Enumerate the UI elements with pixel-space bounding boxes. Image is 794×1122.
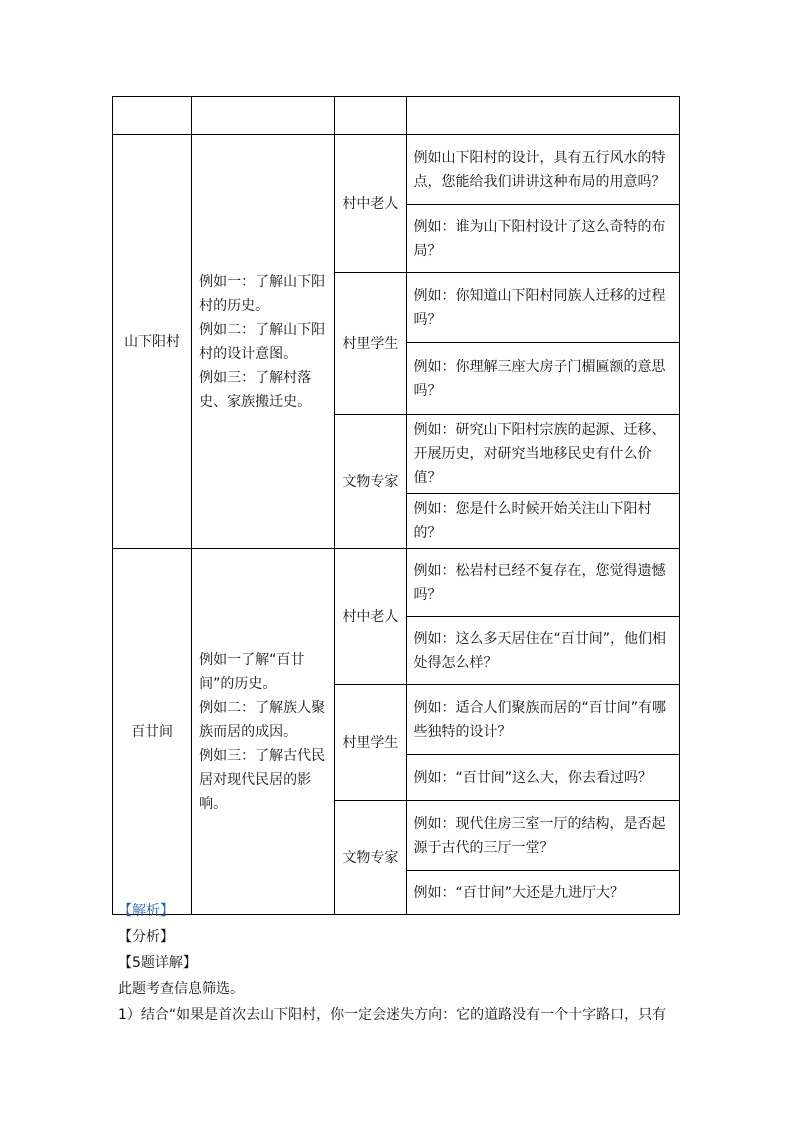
role-cell: 村中老人 <box>335 549 406 685</box>
question-cell: 例如：松岩村已经不复存在，您觉得遗憾吗？ <box>406 549 680 617</box>
aim-line: 例如三：了解古代民居对现代民居的影响。 <box>199 747 326 812</box>
place-cell: 山下阳村 <box>113 135 192 549</box>
place-cell: 百廿间 <box>113 549 192 915</box>
question-cell: 例如：这么多天居住在“百廿间”，他们相处得怎么样？ <box>406 617 680 685</box>
question-cell: 例如：谁为山下阳村设计了这么奇特的布局？ <box>406 205 680 273</box>
role-cell: 村中老人 <box>335 135 406 273</box>
aim-line: 例如一了解“百廿间”的历史。 <box>199 651 305 692</box>
header-cell-role <box>335 97 406 135</box>
table-row <box>113 549 680 617</box>
role-cell: 文物专家 <box>335 415 406 549</box>
question-cell: 例如：您是什么时候开始关注山下阳村的？ <box>406 494 680 549</box>
interview-table <box>112 96 680 915</box>
header-cell-place <box>113 97 192 135</box>
aim-line: 例如二：了解族人聚族而居的成因。 <box>199 699 326 740</box>
question-cell: 例如：你知道山下阳村同族人迁移的过程吗？ <box>406 273 680 343</box>
table-row <box>113 135 680 205</box>
role-cell: 村里学生 <box>335 685 406 801</box>
question-cell: 例如：“百廿间”这么大，你去看过吗？ <box>406 755 680 801</box>
aim-line: 例如一：了解山下阳村的历史。 <box>199 273 326 314</box>
intro-text: 此题考查信息筛选。 <box>118 981 244 997</box>
question-cell: 例如山下阳村的设计，具有五行风水的特点，您能给我们讲讲这种布局的用意吗？ <box>406 135 680 205</box>
role-cell: 村里学生 <box>335 273 406 415</box>
table-header-row <box>113 97 680 135</box>
question-cell: 例如：现代住房三室一厅的结构，是否起源于古代的三厅一堂？ <box>406 801 680 871</box>
question-cell: 例如：研究山下阳村宗族的起源、迁移、开展历史，对研究当地移民史有什么价值？ <box>406 415 680 494</box>
detail-heading: 【5题详解】 <box>118 955 197 971</box>
question-cell: 例如：你理解三座大房子门楣匾额的意思吗？ <box>406 343 680 415</box>
header-cell-aim <box>192 97 335 135</box>
aim-cell <box>192 135 335 549</box>
aim-line: 例如二：了解山下阳村的设计意图。 <box>199 321 326 362</box>
role-cell: 文物专家 <box>335 801 406 915</box>
question-cell: 例如：适合人们聚族而居的“百廿间”有哪些独特的设计？ <box>406 685 680 755</box>
analysis-heading: 【解析】 <box>118 903 174 919</box>
aim-line: 例如三：了解村落史、家族搬迁史。 <box>199 369 312 410</box>
aim-cell <box>192 549 335 915</box>
question-cell: 例如：“百廿间”大还是九进厅大？ <box>406 871 680 915</box>
header-cell-question <box>406 97 680 135</box>
point-text: 1）结合“如果是首次去山下阳村，你一定会迷失方向：它的道路没有一个十字路口，只有 <box>118 1007 667 1023</box>
fenxi-heading: 【分析】 <box>118 929 174 945</box>
analysis-section <box>118 898 688 1028</box>
